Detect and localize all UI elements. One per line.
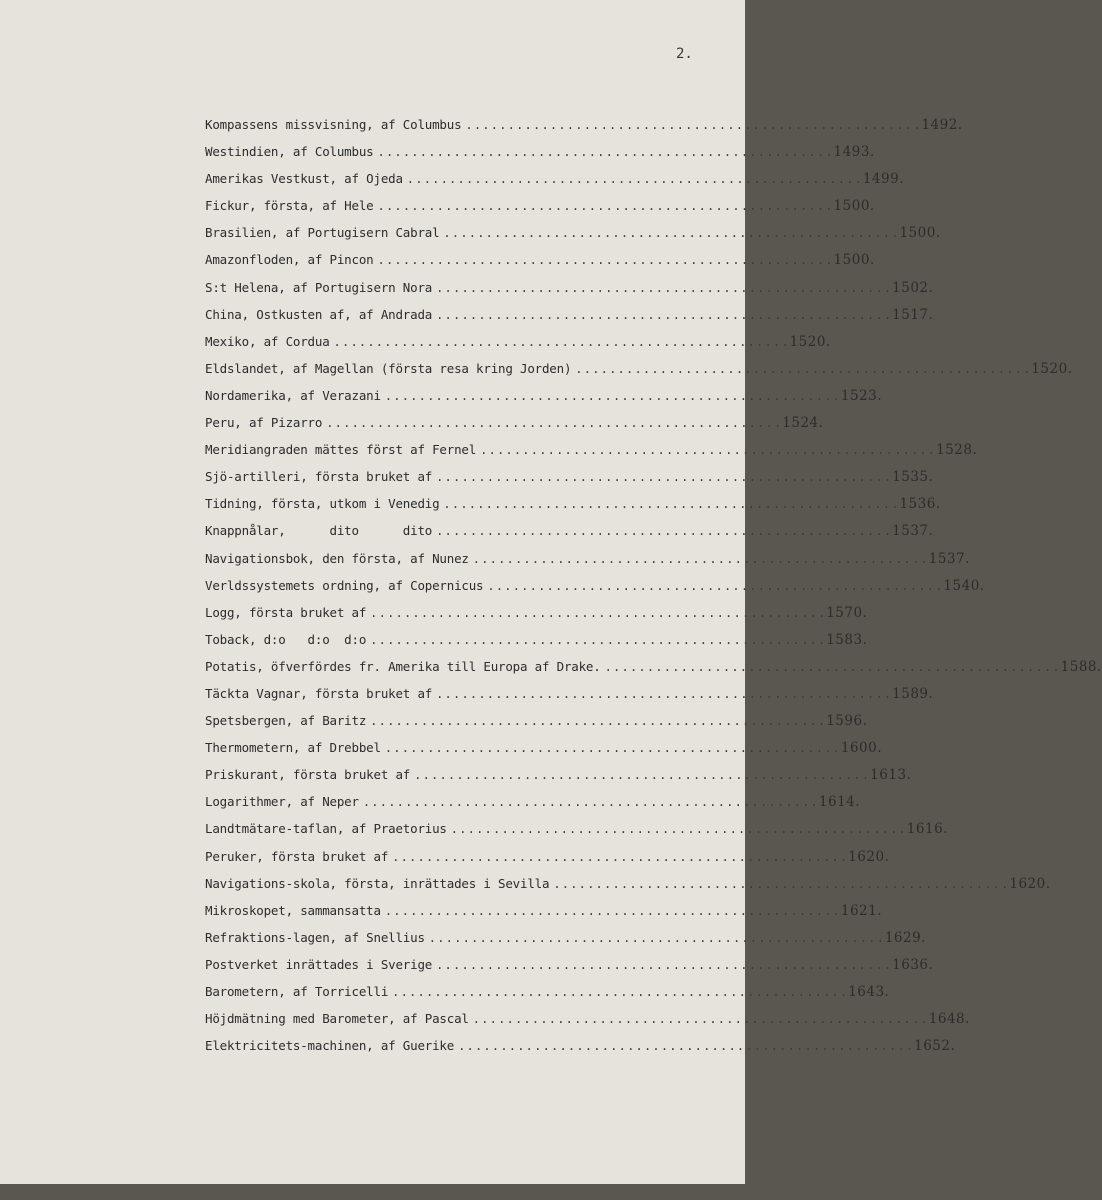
entry-text: Priskurant, första bruket af [205,767,411,783]
entry-text: Nordamerika, af Verazani [205,387,381,403]
list-item [205,1038,956,1065]
dot-leader [392,985,844,999]
entry-year: 1588. [1060,658,1102,675]
list-item [205,848,890,876]
page-number: 2. [676,46,693,62]
list-item [205,767,912,794]
entry-text: Eldslandet, af Magellan (första resa kring Jorden) [205,360,572,376]
list-item [205,523,934,550]
list-item [205,252,875,279]
list-item [205,658,1102,686]
list-item [205,577,985,605]
list-item [205,415,824,442]
dot-leader [334,335,786,349]
entry-year: 1652. [914,1038,956,1055]
entry-text: Amerikas Vestkust, af Ojeda [205,171,403,187]
list-item [205,144,875,171]
dot-leader [370,606,822,620]
list-item [205,740,883,767]
dot-leader [443,226,895,240]
list-item [205,198,875,225]
dot-leader [480,443,932,457]
entry-year: 1520. [1031,360,1073,377]
dot-leader [436,470,888,484]
entry-text: Logarithmer, af Neper [205,794,359,810]
entry-text: Westindien, af Columbus [205,144,374,160]
entry-text: Kompassens missvisning, af Columbus [205,117,462,132]
dot-leader [429,931,881,945]
entry-text: Peru, af Pizarro [205,415,323,431]
list-item [205,469,934,496]
entry-text: Logg, första bruket af [205,604,367,620]
dot-leader [370,633,822,647]
entry-text: Barometern, af Torricelli [205,984,389,999]
entry-text: Postverket inrättades i Sverige [205,956,433,972]
list-item [205,821,948,848]
list-item [205,794,861,821]
entry-year: 1589. [892,685,934,702]
entry-text: Verldssystemets ordning, af Copernicus [205,577,484,593]
entry-year: 1537. [928,550,970,567]
entry-text: Toback, d:o d:o d:o [205,631,367,647]
list-item [205,225,941,252]
entry-year: 1596. [826,713,868,730]
entry-year: 1493. [833,144,875,161]
entry-year: 1535. [892,469,934,486]
list-item [205,442,978,469]
entry-year: 1643. [848,984,890,1000]
entry-text: Amazonfloden, af Pincon [205,252,374,268]
entry-text: Navigations-skola, första, inrättades i Sevilla [205,875,550,891]
list-item [205,333,831,361]
dot-leader [407,172,859,186]
entry-text: S:t Helena, af Portugisern Nora [205,279,433,295]
dot-leader [605,660,1057,674]
dot-leader [487,579,939,593]
dot-leader [473,552,925,566]
dot-leader [385,741,837,755]
dot-leader [392,850,844,864]
list-item [205,279,934,307]
entry-year: 1570. [826,604,868,621]
entry-text: Meridiangraden mättes först af Fernel [205,442,477,458]
entry-year: 1620. [1009,875,1051,892]
list-item [205,713,868,740]
list-item [205,1011,970,1038]
entry-year: 1583. [826,631,868,648]
entry-text: Täckta Vagnar, första bruket af [205,685,433,701]
list-item [205,117,963,144]
entry-year: 1500. [899,225,941,242]
entry-year: 1502. [892,279,934,296]
dot-leader [326,416,778,430]
list-item [205,604,868,632]
list-item [205,171,904,198]
entry-text: Thermometern, af Drebbel [205,740,381,756]
dot-leader [385,389,837,403]
entry-text: Spetsbergen, af Baritz [205,713,367,729]
entry-year: 1524. [782,415,824,432]
entry-year: 1499. [862,171,904,188]
entry-year: 1621. [840,902,883,919]
entry-year: 1517. [892,306,934,323]
dot-leader [473,1012,925,1026]
list-item [205,875,1051,903]
dot-leader [575,362,1027,376]
dot-leader [458,1039,910,1053]
dot-leader [451,822,903,836]
entry-text: Navigationsbok, den första, af Nunez [205,550,469,566]
entry-text: Fickur, första, af Hele [205,198,374,214]
entry-year: 1500. [833,252,875,269]
entry-text: China, Ostkusten af, af Andrada [205,306,433,322]
list-item [205,360,1073,388]
entry-year: 1528. [936,442,978,459]
dot-leader [378,199,830,213]
entry-text: Potatis, öfverfördes fr. Amerika till Europa af Drake. [205,658,601,674]
dot-leader [443,497,895,511]
list-item [205,387,883,415]
entry-year: 1520. [789,333,831,350]
entry-year: 1614. [818,794,861,811]
list-item [205,685,934,713]
entry-year: 1648. [928,1011,970,1028]
dot-leader [385,904,837,918]
list-item [205,902,883,930]
entry-year: 1523. [840,387,883,404]
list-item [205,929,926,957]
dot-leader [553,877,1005,891]
entry-year: 1492. [921,117,963,133]
dot-leader [378,145,830,159]
entry-year: 1540. [943,577,985,594]
dot-leader [436,687,888,701]
entry-year: 1636. [892,956,934,973]
list-item [205,496,941,523]
entry-year: 1536. [899,496,941,513]
dot-leader [378,253,830,267]
entry-year: 1620. [848,848,890,865]
dot-leader [436,308,888,322]
list-item [205,550,970,578]
entry-text: Mexiko, af Cordua [205,333,330,349]
entry-year: 1500. [833,198,875,215]
dot-leader [370,714,822,728]
entry-text: Refraktions-lagen, af Snellius [205,929,425,945]
dot-leader [363,795,815,809]
entry-year: 1613. [870,767,912,784]
entry-year: 1629. [884,929,926,946]
entry-text: Sjö-artilleri, första bruket af [205,469,433,485]
entry-text: Brasilien, af Portugisern Cabral [205,225,440,241]
list-item [205,631,868,659]
dot-leader [465,118,917,132]
dot-leader [436,281,888,295]
dot-leader [436,958,888,972]
entry-text: Peruker, första bruket af [205,848,389,864]
entry-text: Mikroskopet, sammansatta [205,902,381,918]
list-item [205,306,934,334]
entry-text: Tidning, första, utkom i Venedig [205,496,440,512]
entry-year: 1600. [840,740,883,757]
chronology-list [205,117,1102,1065]
entry-year: 1616. [906,821,948,838]
dot-leader [414,768,866,782]
list-item [205,956,934,984]
entry-text: Elektricitets-machinen, af Guerike [205,1038,455,1054]
list-item [205,984,890,1011]
entry-text: Knappnålar, dito dito [205,523,433,539]
dot-leader [436,524,888,538]
entry-year: 1537. [892,523,934,540]
entry-text: Höjdmätning med Barometer, af Pascal [205,1011,469,1027]
entry-text: Landtmätare-taflan, af Praetorius [205,821,447,837]
